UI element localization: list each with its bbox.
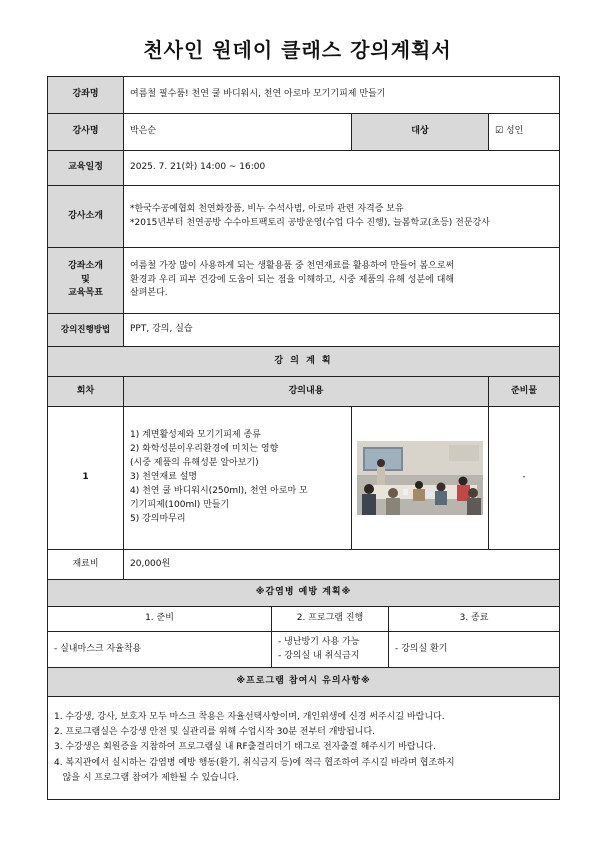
target-value: ☑ 성인 (489, 114, 560, 151)
infection-detail-line: - 강의실 내 취식금지 (278, 650, 360, 661)
infection-detail-line: - 실내마스크 자율착용 (54, 643, 142, 654)
schedule-label: 교육일정 (48, 151, 124, 186)
infection-detail-line: - 강의실 환기 (395, 643, 448, 654)
plan-item: 3) 천연재료 설명 (130, 472, 198, 483)
plan-item: 5) 강의마무리 (130, 513, 186, 524)
course-label: 강좌명 (48, 77, 124, 114)
schedule-value: 2025. 7. 21(화) 14:00 ~ 16:00 (124, 151, 560, 186)
plan-header: 강 의 계 획 (48, 347, 560, 377)
plan-item: (시중 제품의 유해성분 알아보기) (130, 458, 259, 469)
goal-label-line: 교육목표 (68, 288, 103, 299)
infection-detail-line: - 냉난방기 사용 가능 (278, 637, 360, 647)
goal-label (48, 248, 124, 314)
notice-line: 않을 시 프로그램 참여가 제한될 수 있습니다. (54, 772, 240, 783)
infection-end-detail (389, 632, 560, 668)
plan-item: 1) 계면활성제와 모기기피제 종류 (130, 430, 261, 441)
content-column-header: 강의내용 (124, 377, 489, 407)
infection-step-end: 3. 종료 (389, 607, 560, 632)
goal-label-line: 강좌소개 (68, 261, 103, 272)
method-label: 강의진행방법 (48, 314, 124, 347)
notice-line: 3. 수강생은 회원증을 지참하여 프로그램실 내 RF출결리더기 태그로 전자출결 해주시기 바랍니다. (54, 742, 436, 753)
class-photo-cell (352, 407, 489, 550)
plan-item: 기기피제(100ml) 만들기 (130, 499, 230, 510)
goal-line: 여름철 가장 많이 사용하게 되는 생활용품 중 천연재료를 활용하여 만들어 봄으로써 (130, 261, 455, 272)
goal-value (124, 248, 560, 314)
notice-line: 2. 프로그램실은 수강생 안전 및 실관리를 위해 수업시작 30분 전부터 개방됩니다. (54, 727, 376, 738)
notice-line: 1. 수강생, 강사, 보호자 모두 마스크 착용은 자율선택사항이며, 개인위생에 신경 써주시길 바랍니다. (54, 711, 445, 722)
goal-line: 살펴본다. (130, 288, 168, 299)
plan-item: 2) 화학성분이우리환경에 미치는 영향 (130, 444, 279, 455)
infection-step-prepare: 1. 준비 (48, 607, 272, 632)
intro-line: *한국수공예협회 천연화장품, 비누 수석사범, 아로마 관련 자격증 보유 (130, 204, 404, 214)
instructor-value: 박은순 (124, 114, 352, 151)
method-value: PPT, 강의, 실습 (124, 314, 560, 347)
goal-label-line: 및 (81, 274, 90, 285)
fee-value: 20,000원 (124, 550, 560, 580)
prep-column-header: 준비물 (489, 377, 560, 407)
infection-header: ※감염병 예방 계획※ (48, 580, 560, 607)
course-value: 여름철 필수품! 천연 쿨 바디워시, 천연 아로마 모기기피제 만들기 (124, 77, 560, 114)
page-title: 천사인 원데이 클래스 강의계획서 (143, 38, 452, 62)
intro-value (124, 186, 560, 248)
prep-value: - (489, 407, 560, 550)
goal-line: 환경과 우리 피부 건강에 도움이 되는 점을 이해하고, 시중 제품의 유해 성분에 대해 (130, 274, 455, 285)
intro-label: 강사소개 (48, 186, 124, 248)
notice-header: ※프로그램 참여시 유의사항※ (48, 668, 560, 697)
notice-body (48, 697, 560, 800)
lecture-plan-table (47, 76, 560, 800)
intro-line: *2015년부터 천연공방 수수아트팩토리 공방운영(수업 다수 진행), 늘봄학교(초등) 전문강사 (130, 217, 490, 228)
target-label: 대상 (352, 114, 489, 151)
plan-items (124, 407, 352, 550)
infection-progress-detail (272, 632, 389, 668)
infection-prepare-detail (48, 632, 272, 668)
infection-step-progress: 2. 프로그램 진행 (272, 607, 389, 632)
session-column-header: 회차 (48, 377, 124, 407)
notice-line: 4. 복지관에서 실시하는 감염병 예방 행동(환기, 취식금지 등)에 적극 협조하여 주시길 바라며 협조하지 (54, 757, 455, 768)
fee-label: 재료비 (48, 550, 124, 580)
class-photo (357, 441, 483, 515)
session-number: 1 (48, 407, 124, 550)
instructor-label: 강사명 (48, 114, 124, 151)
plan-item: 4) 천연 쿨 바디워시(250ml), 천연 아로마 모 (130, 485, 308, 496)
